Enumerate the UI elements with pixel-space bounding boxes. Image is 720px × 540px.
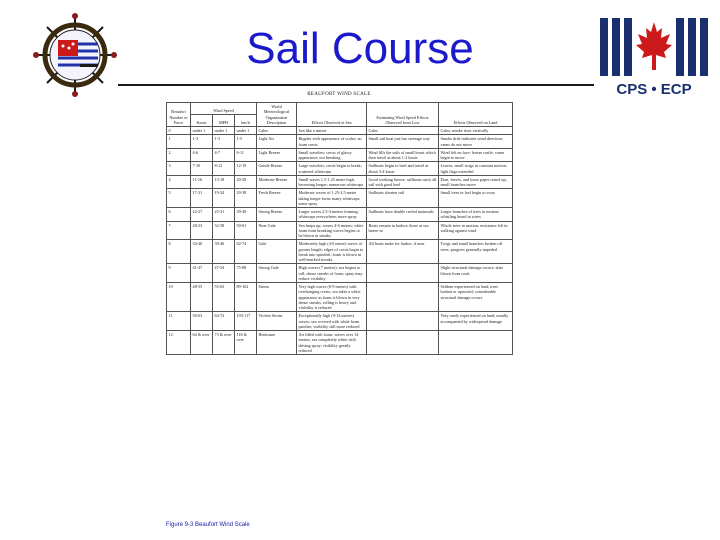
cell-wmo: Strong Gale: [257, 264, 297, 283]
header-wave: Estimating Wind Speed Effects Observed from Low: [367, 103, 439, 127]
cell-wmo: Fresh Breeze: [257, 189, 297, 208]
header-land: Effects Observed on Land: [439, 103, 513, 127]
cell-knots: 56-63: [191, 312, 213, 331]
header-sea: Effects Observed at Sea: [297, 103, 367, 127]
cell-knots: 11-16: [191, 175, 213, 189]
cell-wave: [367, 283, 439, 312]
cell-kmh: under 1: [235, 127, 257, 135]
cell-wave: Wind fills the sails of small boats which then travel at about 1-2 knots: [367, 148, 439, 162]
cell-land: [439, 331, 513, 355]
table-row: [167, 208, 513, 222]
table-row: [167, 221, 513, 240]
cell-land: Slight structural damage occurs; slate blown from roofs: [439, 264, 513, 283]
cps-ecp-logo: [596, 14, 712, 100]
table-row: [167, 127, 513, 135]
cell-kmh: 29-38: [235, 189, 257, 208]
cell-wave: Calm: [367, 127, 439, 135]
cell-kmh: 6-11: [235, 148, 257, 162]
cell-force: 11: [167, 312, 191, 331]
table-row: [167, 283, 513, 312]
cell-force: 7: [167, 221, 191, 240]
cell-knots: 7-10: [191, 162, 213, 176]
cell-wmo: Strong Breeze: [257, 208, 297, 222]
cell-mph: under 1: [213, 127, 235, 135]
cell-knots: 17-21: [191, 189, 213, 208]
cell-land: Seldom experienced on land; trees broken or uprooted; considerable structural damage occurs: [439, 283, 513, 312]
table-header-row: [167, 103, 513, 115]
cell-sea: Small waves 1.5-1.25 metre high, becoming longer; numerous whitecaps: [297, 175, 367, 189]
cell-land: Smoke drift indicates wind direction; vanes do not move: [439, 135, 513, 149]
cell-force: 0: [167, 127, 191, 135]
cell-sea: Larger waves 2.5-4 metres forming; whitecaps everywhere; more spray: [297, 208, 367, 222]
cell-force: 5: [167, 189, 191, 208]
cell-wave: All boats make for harbor, if near: [367, 240, 439, 264]
title-underline: [118, 84, 594, 86]
cell-wave: [367, 264, 439, 283]
cell-wave: Sailboats have double reefed mainsails: [367, 208, 439, 222]
cell-sea: Ripples with appearance of scales; no foam crests: [297, 135, 367, 149]
cell-force: 12: [167, 331, 191, 355]
cell-wmo: Light Breeze: [257, 148, 297, 162]
cell-kmh: 12-19: [235, 162, 257, 176]
cell-kmh: 50-61: [235, 221, 257, 240]
cell-mph: 64-72: [213, 312, 235, 331]
cell-force: 1: [167, 135, 191, 149]
cell-knots: 41-47: [191, 264, 213, 283]
cell-sea: Small wavelets; crests of glassy appearance, not breaking: [297, 148, 367, 162]
cell-kmh: 103-117: [235, 312, 257, 331]
header-wmo: World Meteorological Organization Description: [257, 103, 297, 127]
cell-wmo: Calm: [257, 127, 297, 135]
beaufort-scale-document: [166, 90, 512, 518]
cell-kmh: 39-49: [235, 208, 257, 222]
cell-knots: 48-55: [191, 283, 213, 312]
cell-kmh: 1-5: [235, 135, 257, 149]
cell-wave: Small sail boat just has steerage way: [367, 135, 439, 149]
cell-mph: 19-24: [213, 189, 235, 208]
cell-mph: 13-18: [213, 175, 235, 189]
cell-land: Whole trees in motion; resistance felt in walking against wind: [439, 221, 513, 240]
cell-knots: 28-33: [191, 221, 213, 240]
cell-mph: 8-12: [213, 162, 235, 176]
cell-sea: High waves (7 metres); sea begins to roll; dense streaks of foam; spray may reduce visibility: [297, 264, 367, 283]
cell-wave: Sailboats begin to heel and travel at about 3-4 knots: [367, 162, 439, 176]
cell-mph: 47-54: [213, 264, 235, 283]
table-row: [167, 135, 513, 149]
logo-text: CPS • ECP: [616, 81, 692, 98]
cell-wmo: Moderate Breeze: [257, 175, 297, 189]
cell-mph: 55-63: [213, 283, 235, 312]
cell-land: Twigs and small branches broken off trees; progress generally impeded: [439, 240, 513, 264]
cell-wmo: Near Gale: [257, 221, 297, 240]
cell-wmo: Light Air: [257, 135, 297, 149]
cell-sea: Sea heaps up; waves 4-6 metres; white foam from breaking waves begins to be blown in streaks: [297, 221, 367, 240]
cell-mph: 39-46: [213, 240, 235, 264]
table-row: [167, 148, 513, 162]
figure-caption: Figure 9-3 Beaufort Wind Scale: [166, 522, 250, 528]
cell-wmo: Gentle Breeze: [257, 162, 297, 176]
table-row: [167, 189, 513, 208]
cell-knots: under 1: [191, 127, 213, 135]
cell-force: 3: [167, 162, 191, 176]
cell-mph: 1-3: [213, 135, 235, 149]
header-kmh: km/h: [235, 115, 257, 127]
cell-wave: [367, 312, 439, 331]
cell-land: Very rarely experienced on land; usually accompanied by widespread damage: [439, 312, 513, 331]
cell-kmh: 89-102: [235, 283, 257, 312]
table-row: [167, 331, 513, 355]
cell-mph: 73 & over: [213, 331, 235, 355]
cell-wave: [367, 331, 439, 355]
cell-wave: Boats remain in harbor; those at sea heave-to: [367, 221, 439, 240]
cell-force: 6: [167, 208, 191, 222]
header-force: Beaufort Number or Force: [167, 103, 191, 127]
cell-land: Larger branches of trees in motion; whistling heard in wires: [439, 208, 513, 222]
cell-sea: Exceptionally high (9-14 metres) waves; sea covered with white foam patches; visibility still more reduced: [297, 312, 367, 331]
cell-kmh: 62-74: [235, 240, 257, 264]
beaufort-table: [166, 102, 513, 355]
header-mph: MPH: [213, 115, 235, 127]
header-knots: Knots: [191, 115, 213, 127]
cell-sea: Moderate waves of 1.25-2.5 metre taking longer form; many whitecaps; some spray: [297, 189, 367, 208]
cell-knots: 4-6: [191, 148, 213, 162]
cell-kmh: 75-88: [235, 264, 257, 283]
cell-kmh: 20-28: [235, 175, 257, 189]
cell-sea: Very high waves (6-9 metres) with overhanging crests; sea takes a white appearance as foam is blown in very dense streaks; rolling is heavy and visibility is reduced: [297, 283, 367, 312]
cell-kmh: 118 & over: [235, 331, 257, 355]
cell-land: Leaves, small twigs in constant motion; light flags extended: [439, 162, 513, 176]
cell-wmo: Gale: [257, 240, 297, 264]
table-row: [167, 264, 513, 283]
header-wind-speed: Wind Speed: [191, 103, 257, 115]
cell-force: 8: [167, 240, 191, 264]
cell-force: 4: [167, 175, 191, 189]
cell-knots: 1-3: [191, 135, 213, 149]
document-heading: BEAUFORT WIND SCALE: [307, 92, 371, 97]
cell-sea: Air filled with foam; waves over 14 metres; sea completely white with driving spray; visibility greatly reduced: [297, 331, 367, 355]
cell-knots: 34-40: [191, 240, 213, 264]
table-row: [167, 175, 513, 189]
cell-knots: 22-27: [191, 208, 213, 222]
cell-wave: Good working breeze, sailboats carry all sail with good heel: [367, 175, 439, 189]
cell-mph: 25-31: [213, 208, 235, 222]
cell-land: Dust, leaves, and loose paper raised up; small branches move: [439, 175, 513, 189]
cell-wmo: Storm: [257, 283, 297, 312]
table-row: [167, 162, 513, 176]
slide-title: Sail Course: [246, 24, 474, 73]
cell-wave: Sailboats shorten sail: [367, 189, 439, 208]
cell-sea: Moderately high (4-6 metre) waves of greater length; edges of crests begin to break into spindrift; foam is blown in well-marked streaks: [297, 240, 367, 264]
cell-sea: Large wavelets; crests begin to break; scattered whitecaps: [297, 162, 367, 176]
cell-mph: 4-7: [213, 148, 235, 162]
cell-force: 10: [167, 283, 191, 312]
cell-land: Wind felt on face; leaves rustle; vanes begin to move: [439, 148, 513, 162]
table-row: [167, 240, 513, 264]
cell-force: 2: [167, 148, 191, 162]
cell-wmo: Hurricane: [257, 331, 297, 355]
cell-mph: 32-38: [213, 221, 235, 240]
cell-land: Small trees in leaf begin to sway: [439, 189, 513, 208]
table-row: [167, 312, 513, 331]
cell-knots: 64 & over: [191, 331, 213, 355]
cell-sea: Sea like a mirror: [297, 127, 367, 135]
cell-land: Calm; smoke rises vertically: [439, 127, 513, 135]
cell-wmo: Violent Storm: [257, 312, 297, 331]
cell-force: 9: [167, 264, 191, 283]
